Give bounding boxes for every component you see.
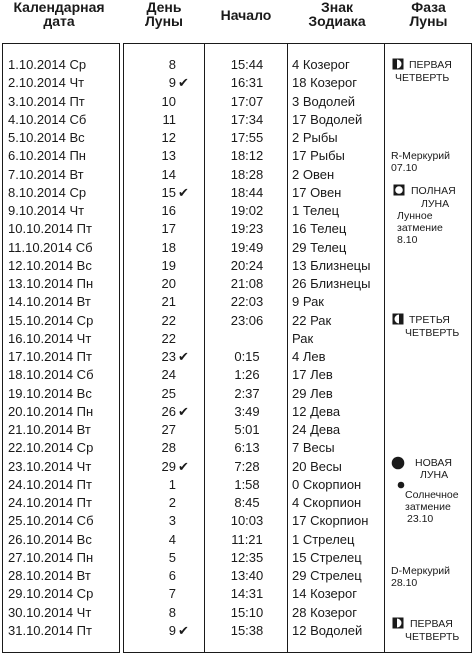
row-moon-day: 3 [168, 513, 176, 528]
row-moon-day: 6 [168, 568, 176, 583]
row-zodiac: 17 Овен [292, 185, 342, 200]
third-quarter-line2: ЧЕТВЕРТЬ [405, 327, 460, 339]
row-date: 31.10.2014 Пт [8, 623, 92, 638]
row-start-time: 18:12 [230, 148, 264, 163]
new-moon-line2: ЛУНА [420, 469, 449, 481]
row-zodiac: 14 Козерог [292, 586, 357, 601]
header-start [206, 8, 286, 22]
row-moon-day: 27 [161, 422, 176, 437]
header-zodiac-line2: Зодиака [308, 13, 366, 29]
solar-eclipse-line2: затмение [405, 501, 451, 513]
row-start-time: 7:28 [234, 459, 260, 474]
row-moon-day: 10 [161, 94, 176, 109]
row-start-time: 3:49 [234, 404, 260, 419]
header-phase-line1: Фаза [411, 0, 446, 15]
row-zodiac: 20 Весы [292, 459, 342, 474]
third-quarter-moon-icon [392, 313, 404, 325]
full-moon-label [411, 185, 456, 197]
row-moon-day: 24 [161, 367, 176, 382]
lunar-eclipse-line2: затмение [397, 222, 443, 234]
row-date: 6.10.2014 Пн [8, 148, 86, 163]
row-date: 2.10.2014 Чт [8, 75, 85, 90]
row-zodiac: 3 Водолей [292, 94, 356, 109]
row-date: 27.10.2014 Пн [8, 550, 94, 565]
row-zodiac: 7 Весы [292, 440, 335, 455]
full-moon-line2: ЛУНА [421, 198, 450, 210]
row-moon-day: 19 [161, 258, 176, 273]
row-moon-day: 26 [161, 404, 176, 419]
row-date: 14.10.2014 Вт [8, 294, 91, 309]
d-mercury-label [391, 565, 450, 589]
row-zodiac: 29 Телец [292, 240, 347, 255]
row-date: 4.10.2014 Сб [8, 112, 87, 127]
row-date: 24.10.2014 Пт [8, 477, 92, 492]
row-date: 19.10.2014 Вс [8, 386, 92, 401]
new-moon-label [415, 457, 452, 469]
checkmark-icon: ✔ [178, 75, 189, 90]
row-moon-day: 1 [168, 477, 176, 492]
row-date: 3.10.2014 Пт [8, 94, 85, 109]
row-zodiac: 9 Рак [292, 294, 324, 309]
row-start-time: 17:34 [230, 112, 264, 127]
row-date: 12.10.2014 Вс [8, 258, 92, 273]
row-date: 5.10.2014 Вс [8, 130, 85, 145]
row-moon-day: 8 [168, 605, 176, 620]
row-moon-day: 20 [161, 276, 176, 291]
row-start-time: 10:03 [230, 513, 264, 528]
row-date: 15.10.2014 Ср [8, 313, 94, 328]
header-start-line1: Начало [220, 7, 272, 23]
first-quarter-moon-icon [392, 617, 404, 629]
first-quarter-label-1b [395, 72, 449, 84]
first-quarter-label-2b [405, 631, 459, 643]
solar-eclipse-label [405, 489, 459, 525]
row-start-time: 19:49 [230, 240, 264, 255]
row-date: 18.10.2014 Сб [8, 367, 94, 382]
d-mercury-line1: D-Меркурий [391, 565, 451, 577]
row-moon-day: 13 [161, 148, 176, 163]
row-moon-day: 15 [161, 185, 176, 200]
checkmark-icon: ✔ [178, 404, 189, 419]
row-zodiac: 28 Козерог [292, 605, 357, 620]
new-moon-line1: НОВАЯ [415, 457, 452, 469]
full-moon-line1: ПОЛНАЯ [411, 185, 456, 197]
r-mercury-line2: 07.10 [391, 162, 418, 174]
lunar-eclipse-line3: 8.10 [397, 234, 418, 246]
row-start-time: 18:44 [230, 185, 264, 200]
new-moon-icon [391, 456, 405, 470]
row-date: 7.10.2014 Вт [8, 167, 84, 182]
row-start-time: 21:08 [230, 276, 264, 291]
row-date: 10.10.2014 Пт [8, 221, 92, 236]
row-start-time: 17:55 [230, 130, 264, 145]
row-date: 26.10.2014 Вс [8, 532, 92, 547]
solar-eclipse-line3: 23.10 [407, 513, 434, 525]
row-moon-day: 7 [168, 586, 176, 601]
row-zodiac: 17 Лев [292, 367, 333, 382]
row-zodiac: 2 Овен [292, 167, 335, 182]
first-quarter-moon-icon [392, 58, 404, 70]
row-start-time: 19:23 [230, 221, 264, 236]
header-moon-day-line2: Луны [144, 13, 184, 29]
row-moon-day: 28 [161, 440, 176, 455]
row-date: 24.10.2014 Пт [8, 495, 92, 510]
row-moon-day: 4 [168, 532, 176, 547]
header-date-line2: дата [43, 13, 75, 29]
row-zodiac: 13 Близнецы [292, 258, 371, 273]
row-date: 29.10.2014 Ср [8, 586, 94, 601]
row-start-time: 0:15 [234, 349, 260, 364]
row-start-time: 19:02 [230, 203, 264, 218]
row-moon-day: 25 [161, 386, 176, 401]
row-start-time: 18:28 [230, 167, 264, 182]
row-start-time: 1:26 [234, 367, 260, 382]
header-moon-day [125, 0, 203, 28]
row-date: 9.10.2014 Чт [8, 203, 85, 218]
row-start-time: 22:03 [230, 294, 264, 309]
row-zodiac: 22 Рак [292, 313, 332, 328]
row-zodiac: 18 Козерог [292, 75, 357, 90]
row-moon-day: 14 [161, 167, 176, 182]
row-start-time: 17:07 [230, 94, 264, 109]
header-phase [384, 0, 473, 28]
row-start-time: 11:21 [231, 532, 263, 547]
header-date-line1: Календарная [13, 0, 105, 15]
third-quarter-line1: ТРЕТЬЯ [409, 314, 450, 326]
first-quarter-line1: ПЕРВАЯ [409, 59, 452, 71]
row-date: 1.10.2014 Ср [8, 57, 87, 72]
row-moon-day: 17 [161, 221, 176, 236]
row-date: 23.10.2014 Чт [8, 459, 92, 474]
row-zodiac: 15 Стрелец [292, 550, 362, 565]
full-moon-icon [393, 184, 405, 196]
row-moon-day: 5 [168, 550, 176, 565]
row-start-time: 15:44 [230, 57, 264, 72]
row-zodiac: 1 Стрелец [292, 532, 355, 547]
new-moon-label-b [420, 469, 448, 481]
row-start-time: 15:38 [230, 623, 264, 638]
row-moon-day: 8 [168, 57, 176, 72]
row-moon-day: 23 [161, 349, 176, 364]
checkmark-icon: ✔ [178, 459, 189, 474]
checkmark-icon: ✔ [178, 623, 189, 638]
row-zodiac: Рак [292, 331, 314, 346]
row-zodiac: 29 Лев [292, 386, 333, 401]
r-mercury-line1: R-Меркурий [391, 150, 451, 162]
row-date: 20.10.2014 Пн [8, 404, 94, 419]
row-start-time: 8:45 [234, 495, 260, 510]
row-start-time: 5:01 [234, 422, 260, 437]
row-zodiac: 2 Рыбы [292, 130, 338, 145]
column-frame-phase [384, 43, 472, 653]
d-mercury-line2: 28.10 [391, 577, 418, 589]
header-zodiac [290, 0, 384, 28]
row-moon-day: 2 [168, 495, 176, 510]
row-zodiac: 29 Стрелец [292, 568, 362, 583]
third-quarter-label [409, 314, 450, 326]
row-zodiac: 4 Скорпион [292, 495, 362, 510]
first-quarter-2-line1: ПЕРВАЯ [410, 618, 453, 630]
row-start-time: 23:06 [230, 313, 264, 328]
header-date [0, 0, 118, 28]
row-zodiac: 17 Скорпион [292, 513, 369, 528]
row-date: 8.10.2014 Ср [8, 185, 87, 200]
first-quarter-line2: ЧЕТВЕРТЬ [395, 72, 450, 84]
first-quarter-label-1 [409, 59, 452, 71]
row-date: 28.10.2014 Вт [8, 568, 91, 583]
row-zodiac: 1 Телец [292, 203, 340, 218]
row-moon-day: 12 [161, 130, 176, 145]
row-zodiac: 17 Рыбы [292, 148, 345, 163]
checkmark-icon: ✔ [178, 185, 189, 200]
row-zodiac: 0 Скорпион [292, 477, 362, 492]
third-quarter-label-b [405, 327, 459, 339]
row-date: 30.10.2014 Чт [8, 605, 92, 620]
row-start-time: 2:37 [234, 386, 260, 401]
row-zodiac: 4 Лев [292, 349, 326, 364]
row-date: 25.10.2014 Сб [8, 513, 94, 528]
row-start-time: 6:13 [234, 440, 260, 455]
row-date: 13.10.2014 Пн [8, 276, 94, 291]
full-moon-label-b [421, 198, 449, 210]
row-start-time: 12:35 [230, 550, 264, 565]
row-zodiac: 12 Дева [292, 404, 341, 419]
first-quarter-2-line2: ЧЕТВЕРТЬ [405, 631, 460, 643]
row-moon-day: 16 [161, 203, 176, 218]
row-zodiac: 4 Козерог [292, 57, 350, 72]
solar-eclipse-dot-icon [397, 481, 405, 489]
row-start-time: 1:58 [234, 477, 260, 492]
r-mercury-label [391, 150, 450, 174]
lunar-eclipse-line1: Лунное [397, 210, 433, 222]
row-date: 16.10.2014 Чт [8, 331, 92, 346]
row-zodiac: 26 Близнецы [292, 276, 371, 291]
first-quarter-label-2 [410, 618, 453, 630]
header-moon-day-line1: День [146, 0, 182, 15]
row-start-time: 13:40 [230, 568, 264, 583]
row-moon-day: 22 [161, 331, 176, 346]
row-moon-day: 9 [168, 623, 176, 638]
row-zodiac: 16 Телец [292, 221, 347, 236]
row-moon-day: 11 [162, 112, 176, 127]
header-zodiac-line1: Знак [320, 0, 354, 15]
row-moon-day: 9 [168, 75, 176, 90]
row-start-time: 15:10 [230, 605, 264, 620]
row-start-time: 14:31 [230, 586, 264, 601]
row-date: 21.10.2014 Вт [8, 422, 91, 437]
row-start-time: 16:31 [230, 75, 264, 90]
row-moon-day: 29 [161, 459, 176, 474]
row-zodiac: 12 Водолей [292, 623, 363, 638]
row-moon-day: 22 [161, 313, 176, 328]
header-phase-line2: Луны [409, 13, 448, 29]
row-date: 11.10.2014 Сб [8, 240, 93, 255]
solar-eclipse-line1: Солнечное [405, 489, 459, 501]
row-zodiac: 17 Водолей [292, 112, 363, 127]
row-date: 22.10.2014 Ср [8, 440, 94, 455]
row-moon-day: 18 [161, 240, 176, 255]
row-date: 17.10.2014 Пт [8, 349, 92, 364]
checkmark-icon: ✔ [178, 349, 189, 364]
row-moon-day: 21 [161, 294, 176, 309]
lunar-eclipse-label [397, 210, 443, 246]
row-start-time: 20:24 [230, 258, 264, 273]
row-zodiac: 24 Дева [292, 422, 341, 437]
